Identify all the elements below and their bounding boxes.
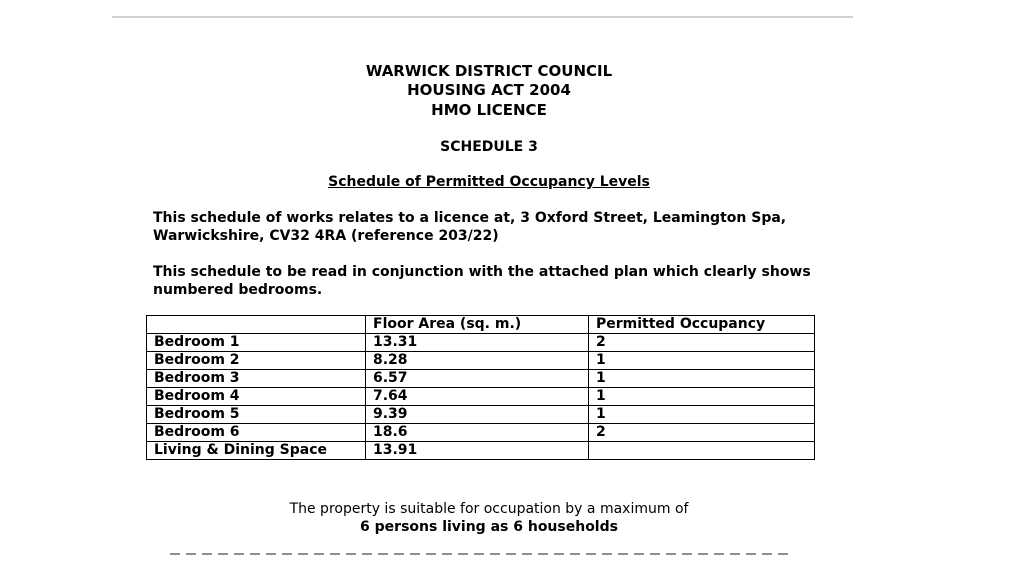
permitted-occupancy: 1 (589, 388, 815, 406)
room-name: Bedroom 3 (147, 370, 366, 388)
room-name: Bedroom 5 (147, 406, 366, 424)
room-name: Bedroom 6 (147, 424, 366, 442)
table-row (147, 388, 815, 406)
room-name: Bedroom 2 (147, 352, 366, 370)
floor-area: 13.91 (366, 442, 589, 460)
act-title: HOUSING ACT 2004 (407, 81, 571, 99)
schedule-subtitle: Schedule of Permitted Occupancy Levels (328, 174, 650, 190)
occupancy-table (146, 315, 815, 460)
permitted-occupancy: 1 (589, 352, 815, 370)
table-header-row (147, 316, 815, 334)
table-row (147, 406, 815, 424)
truncated-text-line (170, 553, 790, 555)
table-row (147, 352, 815, 370)
council-name: WARWICK DISTRICT COUNCIL (365, 62, 613, 80)
table-row (147, 424, 815, 442)
room-name: Bedroom 4 (147, 388, 366, 406)
table-header-permitted-occupancy: Permitted Occupancy (589, 316, 815, 334)
max-occupancy-statement: 6 persons living as 6 households (360, 519, 618, 535)
top-divider (112, 16, 853, 18)
floor-area: 18.6 (366, 424, 589, 442)
room-name: Bedroom 1 (147, 334, 366, 352)
schedule-title: SCHEDULE 3 (440, 139, 538, 155)
table-row (147, 442, 815, 460)
table-header-room (147, 316, 366, 334)
floor-area: 13.31 (366, 334, 589, 352)
plan-reference-paragraph: This schedule to be read in conjunction with the attached plan which clearly shows numbered bedrooms. (153, 264, 811, 298)
table-row (147, 334, 815, 352)
permitted-occupancy: 2 (589, 334, 815, 352)
licence-title: HMO LICENCE (431, 101, 547, 119)
floor-area: 9.39 (366, 406, 589, 424)
floor-area: 7.64 (366, 388, 589, 406)
room-name: Living & Dining Space (147, 442, 366, 460)
permitted-occupancy (589, 442, 815, 460)
floor-area: 8.28 (366, 352, 589, 370)
table-header-floor-area: Floor Area (sq. m.) (366, 316, 589, 334)
permitted-occupancy: 1 (589, 370, 815, 388)
licence-address-paragraph: This schedule of works relates to a licence at, 3 Oxford Street, Leamington Spa, Warwickshire, CV32 4RA (reference 203/22) (153, 210, 787, 244)
floor-area: 6.57 (366, 370, 589, 388)
permitted-occupancy: 1 (589, 406, 815, 424)
table-row (147, 370, 815, 388)
permitted-occupancy: 2 (589, 424, 815, 442)
occupancy-statement: The property is suitable for occupation by a maximum of (289, 501, 689, 517)
